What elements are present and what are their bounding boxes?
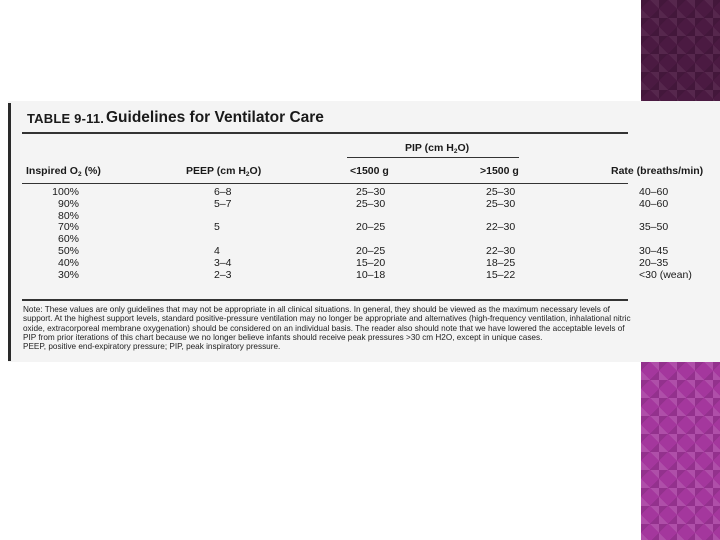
table-cell: 50%	[57, 244, 79, 257]
table-cell: 30%	[57, 268, 79, 281]
column-rate	[639, 187, 692, 281]
table-cell: 25–30	[356, 186, 386, 198]
column-pip-lt-1500	[356, 187, 385, 281]
table-cell: 40–60	[639, 197, 669, 210]
table-cell: 70%	[57, 221, 79, 234]
table-cell: 40–60	[639, 186, 669, 198]
pip-group-header: PIP (cm H2O)	[405, 142, 470, 155]
table-cell: 20–35	[639, 256, 669, 269]
table-cell: 20–25	[356, 221, 386, 234]
header-rule	[22, 183, 628, 184]
table-bottom-rule	[22, 299, 628, 301]
table-top-rule	[22, 132, 628, 134]
table-cell: 25–30	[486, 197, 516, 210]
table-label: TABLE 9-11.	[27, 111, 105, 126]
header-rate: Rate (breaths/min)	[611, 165, 704, 177]
table-cell: 10–18	[356, 268, 386, 281]
footnote-line: support. At the highest support levels, standard positive-pressure ventilation may no longer be appropriate and alternatives (high-frequency ventilation, inhalational nitric	[23, 314, 631, 324]
column-inspired-o2	[47, 187, 79, 281]
table-cell: 15–20	[356, 256, 386, 269]
table-cell: 35–50	[639, 221, 669, 234]
table-cell: 22–30	[486, 244, 516, 257]
table-cell: 100%	[52, 186, 79, 198]
table-cell: 6–8	[214, 186, 232, 198]
scan-edge	[8, 103, 11, 361]
table-cell: 20–25	[356, 244, 386, 257]
footnote-line: Note: These values are only guidelines that may not be appropriate in all clinical situations. In general, they should be viewed as the maximum necessary levels of	[23, 305, 610, 314]
column-pip-gt-1500	[486, 187, 515, 281]
decorative-pattern-bottom	[641, 362, 720, 540]
table-cell: 2–3	[214, 268, 232, 281]
table-cell: 80%	[57, 209, 79, 222]
header-inspired-o2: Inspired O2 (%)	[26, 165, 101, 178]
footnote-line: PIP from prior iterations of this chart because we no longer believe infants should receive peak pressures >30 cm H2O, except in unique cases.	[23, 332, 543, 342]
table-footnote	[23, 305, 635, 351]
decorative-pattern-top	[641, 0, 720, 101]
table-cell: 25–30	[486, 186, 516, 198]
header-pip-gt-1500: >1500 g	[480, 165, 519, 177]
table-title: Guidelines for Ventilator Care	[106, 109, 324, 126]
pip-group-rule	[347, 157, 519, 158]
table-cell: 40%	[57, 256, 79, 269]
table-cell: 3–4	[214, 256, 232, 269]
table-cell: 4	[214, 244, 220, 257]
table-cell: 60%	[57, 233, 79, 246]
table-cell: 25–30	[356, 197, 386, 210]
column-peep	[214, 187, 232, 281]
footnote-line: oxide, extracorporeal membrane oxygenation) should be considered on an individual basis. The reader also should note that we have lowered the acceptable levels of	[23, 323, 625, 333]
header-peep: PEEP (cm H2O)	[186, 165, 262, 178]
table-cell: 90%	[57, 197, 79, 210]
header-pip-lt-1500: <1500 g	[350, 165, 389, 177]
table-cell: <30 (wean)	[639, 268, 692, 281]
table-cell: 15–22	[486, 268, 516, 281]
footnote-line: PEEP, positive end-expiratory pressure; PIP, peak inspiratory pressure.	[23, 342, 281, 352]
table-cell: 22–30	[486, 221, 516, 234]
table-cell: 18–25	[486, 256, 516, 269]
table-cell: 30–45	[639, 244, 669, 257]
table-cell: 5–7	[214, 197, 232, 210]
table-cell: 5	[214, 221, 220, 234]
